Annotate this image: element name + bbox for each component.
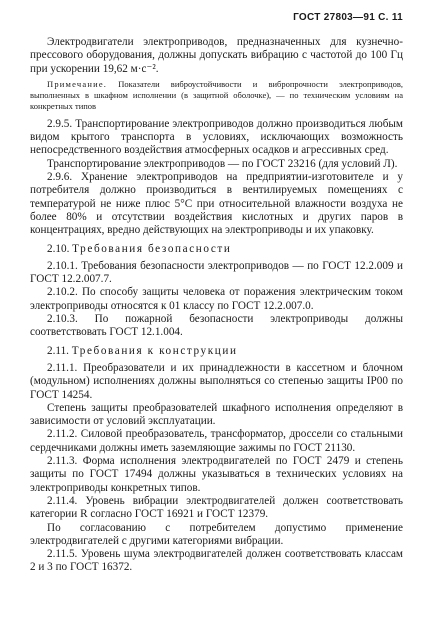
- note-text: Показатели виброустойчивости и вибропрочности электроприводов, выполненных в шкафном исполнении (в защитной оболочке), — по техническим условиям на конкретных типов: [30, 78, 404, 111]
- paragraph-2-11-1: 2.11.1. Преобразователи и их принадлежности в кассетном и блочном (модульном) исполнениях должны выполняться со степенью защиты IP00 по ГОСТ 14254.: [30, 361, 403, 401]
- section-heading-2-11: [30, 345, 403, 358]
- paragraph-2-11-2: 2.11.2. Силовой преобразователь, трансформатор, дроссели со стальными сердечниками должны иметь заземляющие зажимы по ГОСТ 21130.: [30, 428, 403, 454]
- paragraph-2-11-4: 2.11.4. Уровень вибрации электродвигателей должен соответствовать категории R согласно ГОСТ 16921 и ГОСТ 12379.: [30, 494, 403, 521]
- section-title: Требования к конструкции: [71, 344, 238, 357]
- page-header: ГОСТ 27803—91 С. 11: [293, 12, 403, 23]
- section-heading-2-10: [30, 243, 403, 256]
- paragraph-2-11-3: 2.11.3. Форма исполнения электродвигателей по ГОСТ 2479 и степень защиты по ГОСТ 17494 должны указываться в технических условиях на электроприводы конкретных типов.: [30, 455, 403, 494]
- note-paragraph: [30, 79, 403, 112]
- paragraph-2-9-6: 2.9.6. Хранение электроприводов на предприятии-изготовителе и у потребителя должно производиться в вентилируемых помещениях с температурой не ниже плюс 5°С при относительной влажности воздуха не более 80% и отсутствии воздействия кислотных и других паров в концентрациях, вредно действующих на электроприводы и их упаковку.: [30, 171, 403, 237]
- paragraph-2-11-4-agreement: По согласованию с потребителем допустимо применение электродвигателей с другими категориями вибрации.: [30, 521, 403, 547]
- paragraph-2-11-5: 2.11.5. Уровень шума электродвигателей должен соответствовать классам 2 и 3 по ГОСТ 16372.: [30, 548, 403, 574]
- paragraph-2-9-5-transport: Транспортирование электроприводов — по ГОСТ 23216 (для условий Л).: [47, 157, 398, 170]
- section-number: 2.10.: [47, 242, 70, 255]
- section-title: Требования безопасности: [72, 242, 232, 255]
- paragraph-2-10-1: 2.10.1. Требования безопасности электроприводов — по ГОСТ 12.2.009 и ГОСТ 12.2.007.7.: [30, 259, 403, 286]
- paragraph-2-11-1-cabinet: Степень защиты преобразователей шкафного исполнения определяют в зависимости от условий эксплуатации.: [30, 401, 403, 428]
- document-body: [30, 36, 403, 575]
- paragraph-2-9-5: 2.9.5. Транспортирование электроприводов должно производиться любым видом крытого транспорта в условиях, исключающих возможность непосредственного воздействия атмосферных осадков и агрессивных сред.: [30, 117, 403, 157]
- paragraph-2-10-2: 2.10.2. По способу защиты человека от поражения электрическим током электроприводы относятся к 01 классу по ГОСТ 12.2.007.0.: [30, 286, 403, 312]
- section-number: 2.11.: [47, 344, 69, 357]
- paragraph-2-10-3: 2.10.3. По пожарной безопасности электроприводы должны соответствовать ГОСТ 12.1.004.: [30, 313, 403, 339]
- paragraph-vibration: Электродвигатели электроприводов, предназначенных для кузнечно-прессового оборудования, должны допускать вибрацию с частотой до 100 Гц при ускорении 19,62 м·с⁻².: [30, 36, 403, 75]
- note-lead: Примечание.: [47, 78, 108, 89]
